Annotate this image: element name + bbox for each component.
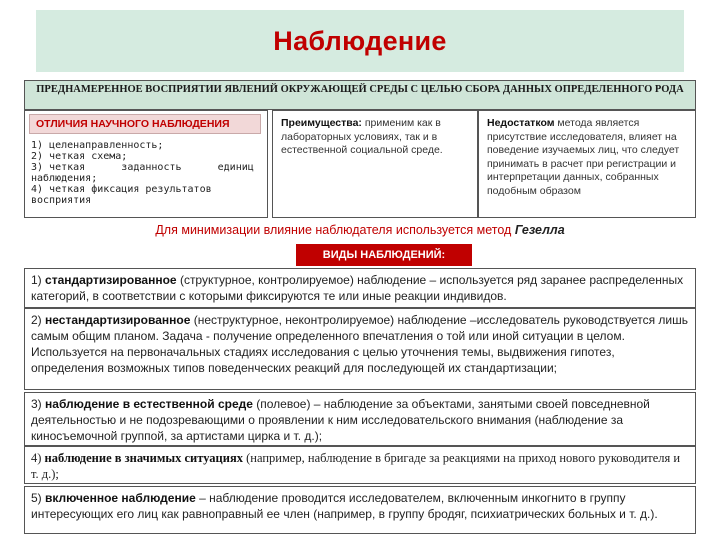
distinction-item: 1) целенаправленность;: [31, 140, 164, 151]
type-term: наблюдение в значимых ситуациях: [44, 451, 243, 465]
type-text: (неструктурное, неконтролируемое) наблюдение –исследователь руководствуется лишь самым общим планом. Задача - получение определенного впечатления о той или иной ситуации в целом. Используется на первоначальных стадиях исследования с целью уточнения темы, выдвижения гипотез, определения возможных типов поведенческих реакций для последующей их стандартизации;: [31, 313, 689, 375]
type-num: 3): [31, 397, 46, 411]
type-text: (полевое) – наблюдение за объектами, занятыми своей повседневной деятельностью и не подозревающими о проявлении к ним исследовательского внимания (наблюдение за киносъемочной группой, за артистами цирка и т. д.);: [31, 397, 650, 443]
distinction-item: восприятия: [31, 195, 92, 206]
distinction-item: 3) четкая заданность единиц: [31, 162, 254, 173]
minimize-text: Для минимизации влияние наблюдателя используется: [155, 223, 477, 237]
type-item-standardized: [24, 268, 696, 308]
type-item-included: [24, 486, 696, 534]
minimize-method-name: Гезелла: [514, 223, 565, 237]
type-item-natural-environment: [24, 392, 696, 446]
page-title: Наблюдение: [273, 25, 447, 56]
distinction-item: 4) четкая фиксация результатов: [31, 184, 212, 195]
type-term: стандартизированное: [45, 273, 177, 287]
type-term: нестандартизированное: [45, 313, 191, 327]
type-item-significant-situations: [24, 446, 696, 484]
type-item-nonstandardized: [24, 308, 696, 390]
distinctions-column: [24, 110, 268, 218]
definition-box: [24, 80, 696, 110]
types-header: ВИДЫ НАБЛЮДЕНИЙ:: [296, 244, 472, 266]
distinction-item: наблюдения;: [31, 173, 98, 184]
advantages-text: [273, 111, 477, 164]
advantages-label: Преимущества:: [281, 117, 362, 129]
distinctions-list: [25, 138, 267, 208]
advantages-body: применим как в лабораторных условиях, так и в естественной социальной среде.: [281, 117, 443, 156]
type-text: (например, наблюдение в бригаде за реакциями на приход нового руководителя и т. д.);: [31, 451, 681, 481]
type-num: 4): [31, 451, 45, 465]
disadvantage-column: [478, 110, 696, 218]
distinction-item: 2) четкая схема;: [31, 151, 128, 162]
type-num: 1): [31, 273, 46, 287]
type-term: наблюдение в естественной среде: [45, 397, 253, 411]
type-text: (структурное, контролируемое) наблюдение – используется ряд заранее распределенных категорий, в соответствии с которыми фиксируются те или иные реакции индивидов.: [31, 273, 684, 303]
title-banner: [36, 10, 684, 72]
disadvantage-text: [479, 111, 695, 204]
type-num: 5): [31, 491, 46, 505]
advantages-column: [272, 110, 478, 218]
type-num: 2): [31, 313, 46, 327]
definition-text: ПРЕДНАМЕРЕННОЕ ВОСПРИЯТИИ ЯВЛЕНИЙ ОКРУЖАЮЩЕЙ СРЕДЫ С ЦЕЛЬЮ СБОРА ДАННЫХ ОПРЕДЕЛЕННОГО РОДА: [36, 84, 684, 95]
minimize-line: [24, 218, 696, 242]
type-term: включенное наблюдение: [45, 491, 196, 505]
minimize-method-word: метод: [476, 223, 515, 237]
disadvantage-body: метода является присутствие исследователя, влияет на поведение изучаемых лиц, что следует принимать в расчет при регистрации и интерпретации данных, собранных подобным образом: [487, 117, 680, 197]
disadvantage-label: Недостатком: [487, 117, 555, 129]
distinctions-title: ОТЛИЧИЯ НАУЧНОГО НАБЛЮДЕНИЯ: [29, 114, 261, 134]
type-text: – наблюдение проводится исследователем, включенным инкогнито в группу интересующих его лиц как равноправный ее член (например, в группу бродяг, психиатрических больных и т. д.).: [31, 491, 658, 521]
